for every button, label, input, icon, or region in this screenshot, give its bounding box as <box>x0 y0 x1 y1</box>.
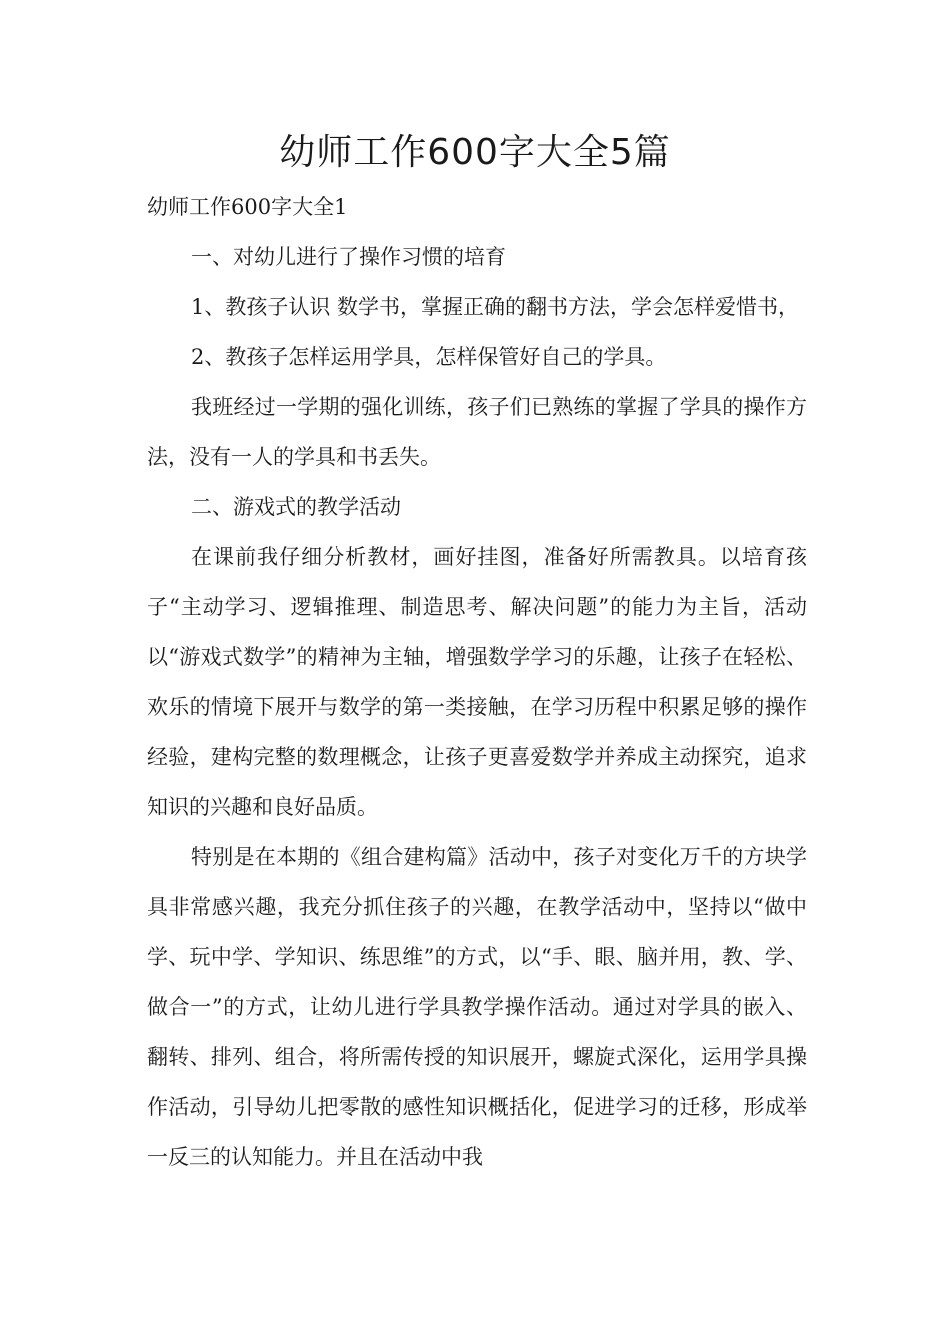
paragraph: 1、教孩子认识 数学书，掌握正确的翻书方法，学会怎样爱惜书， <box>191 295 800 319</box>
paragraph: 一、对幼儿进行了操作习惯的培育 <box>191 245 506 269</box>
paragraph: 特别是在本期的《组合建构篇》活动中，孩子对变化万千的方块学具非常感兴趣，我充分抓住孩子的兴趣，在教学活动中，坚持以“做中学、玩中学、学知识、练思维”的方式，以“手、眼、脑并用，教、学、做合一”的方式，让幼儿进行学具教学操作活动。通过对学具的嵌入、翻转、排列、组合，将所需传授的知识展开，螺旋式深化，运用学具操作活动，引导幼儿把零散的感性知识概括化，促进学习的迁移，形成举一反三的认知能力。并且在活动中我 <box>147 845 807 1169</box>
paragraph: 2、教孩子怎样运用学具，怎样保管好自己的学具。 <box>191 345 667 369</box>
paragraph: 在课前我仔细分析教材，画好挂图，准备好所需教具。以培育孩子“主动学习、逻辑推理、制造思考、解决问题”的能力为主旨，活动以“游戏式数学”的精神为主轴，增强数学学习的乐趣，让孩子在轻松、欢乐的情境下展开与数学的第一类接触，在学习历程中积累足够的操作经验，建构完整的数理概念，让孩子更喜爱数学并养成主动探究，追求知识的兴趣和良好品质。 <box>147 545 807 819</box>
section-heading: 幼师工作600字大全1 <box>147 195 348 219</box>
paragraph: 二、游戏式的教学活动 <box>191 495 401 519</box>
paragraph: 我班经过一学期的强化训练，孩子们已熟练的掌握了学具的操作方法，没有一人的学具和书丢失。 <box>147 395 807 469</box>
document-body <box>147 182 807 1182</box>
document-title: 幼师工作600字大全5篇 <box>279 132 671 173</box>
